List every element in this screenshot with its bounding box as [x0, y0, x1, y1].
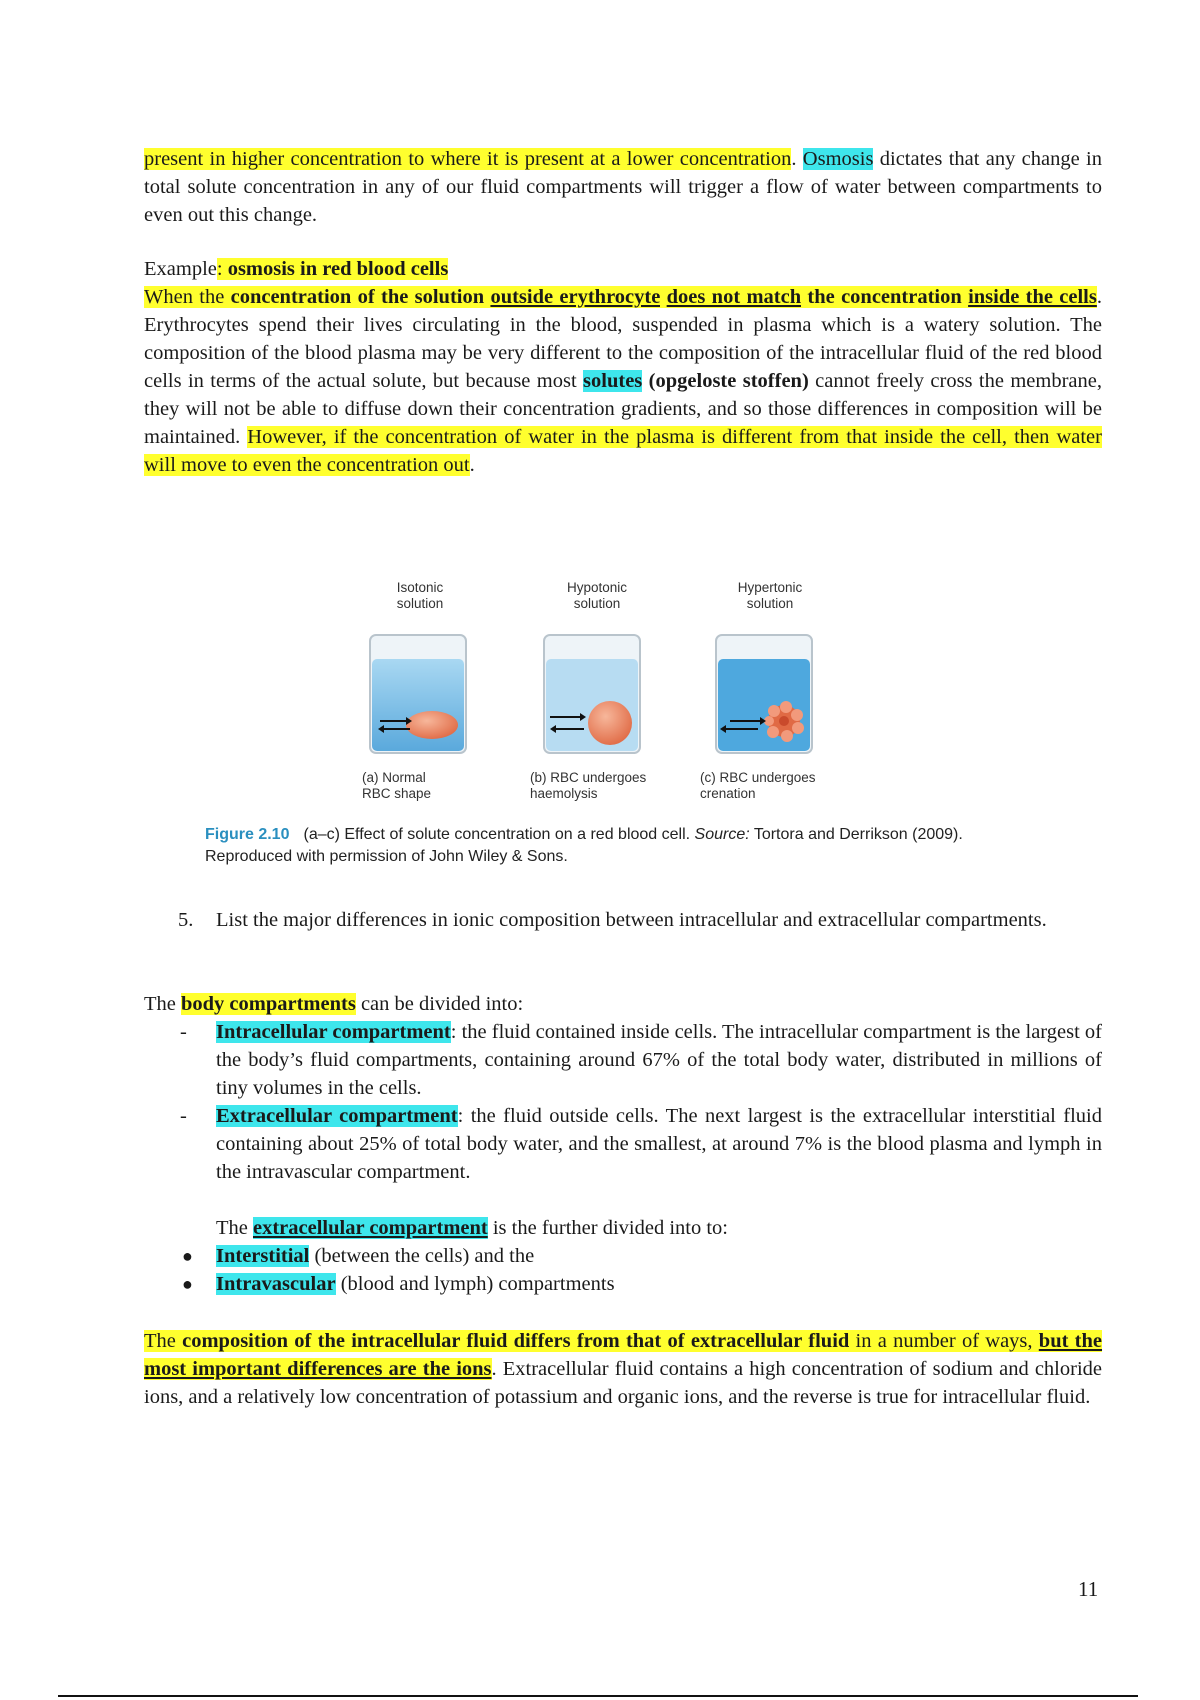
example-body: When the concentration of the solution outside erythrocyte does not match the concentration inside the cells. Erythrocytes spend their lives circulating in the blood, suspended in plasma which is a watery solution. The composition of the blood plasma may be very different to the composition of the intracellular fluid of the red blood cells in terms of the actual solute, but because most solutes (opgeloste stoffen) cannot freely cross the membrane, they will not be able to diffuse down their concentration gradients, and so those differences in composition will be maintained. However, if the concentration of water in the plasma is different from that inside the cell, then water will move to even the concentration out.	[144, 286, 1102, 476]
normal-rbc-label: (a) Normal RBC shape	[362, 770, 432, 801]
page-number: 11	[1078, 1577, 1099, 1601]
isotonic-beaker	[370, 635, 466, 753]
question-5	[178, 906, 1102, 934]
compartments-intro: The body compartments can be divided into:	[144, 993, 524, 1015]
normal-rbc	[406, 711, 458, 739]
question-text: List the major differences in ionic composition between intracellular and extracellular compartments.	[216, 909, 1047, 931]
isotonic-label: Isotonic solution	[396, 580, 444, 611]
further-divided: The extracellular compartment is the further divided into to:	[216, 1217, 728, 1239]
compartments-section	[144, 990, 1102, 1298]
example-paragraph	[144, 255, 1102, 479]
hypertonic-beaker	[716, 635, 812, 753]
rbc-osmosis-figure	[360, 570, 860, 815]
question-number: 5.	[178, 909, 194, 931]
haemolysis-label: (b) RBC undergoes haemolysis	[530, 770, 647, 801]
intravascular-bullet: ● Intravascular (blood and lymph) compartments	[182, 1273, 615, 1295]
highlight-osmosis: Osmosis	[802, 148, 874, 170]
composition-paragraph: The composition of the intracellular fluid differs from that of extracellular fluid in a number of ways, but the most important differences are the ions. Extracellular fluid contains a high concentration of sodium and chloride ions, and a relatively low concentration of potassium and organic ions, and the reverse is true for intracellular fluid.	[144, 1330, 1103, 1408]
swollen-rbc	[588, 701, 632, 745]
hypertonic-label: Hypertonic solution	[737, 580, 803, 611]
hypotonic-label: Hypotonic solution	[566, 580, 628, 611]
figure-caption: Figure 2.10 (a–c) Effect of solute concentration on a red blood cell. Source: Tortora and Derrikson (2009). Reproduced with permission of John Wiley & Sons.	[205, 826, 963, 865]
example-heading: Example: osmosis in red blood cells	[144, 258, 449, 280]
footer-rule	[58, 1695, 1138, 1697]
intracellular-item: - Intracellular compartment: the fluid contained inside cells. The intracellular compartment is the largest of the body’s fluid compartments, containing around 67% of the total body water, distributed in millions of tiny volumes in the cells.	[180, 1021, 1102, 1099]
hypotonic-beaker	[544, 635, 640, 753]
highlight-concentration: present in higher concentration to where it is present at a lower concentration	[144, 148, 792, 170]
crenation-label: (c) RBC undergoes crenation	[700, 770, 816, 801]
figure-number: Figure 2.10	[205, 826, 290, 843]
interstitial-bullet: ● Interstitial (between the cells) and the	[182, 1245, 535, 1267]
extracellular-item: - Extracellular compartment: the fluid outside cells. The next largest is the extracellular interstitial fluid containing about 25% of total body water, and the smallest, at around 7% is the blood plasma and lymph in the intravascular compartment.	[180, 1105, 1103, 1183]
osmosis-paragraph: present in higher concentration to where it is present at a lower concentration. Osmosis dictates that any change in total solute concentration in any of our fluid compartments will trigger a flow of water between compartments to even out this change.	[144, 148, 1102, 226]
